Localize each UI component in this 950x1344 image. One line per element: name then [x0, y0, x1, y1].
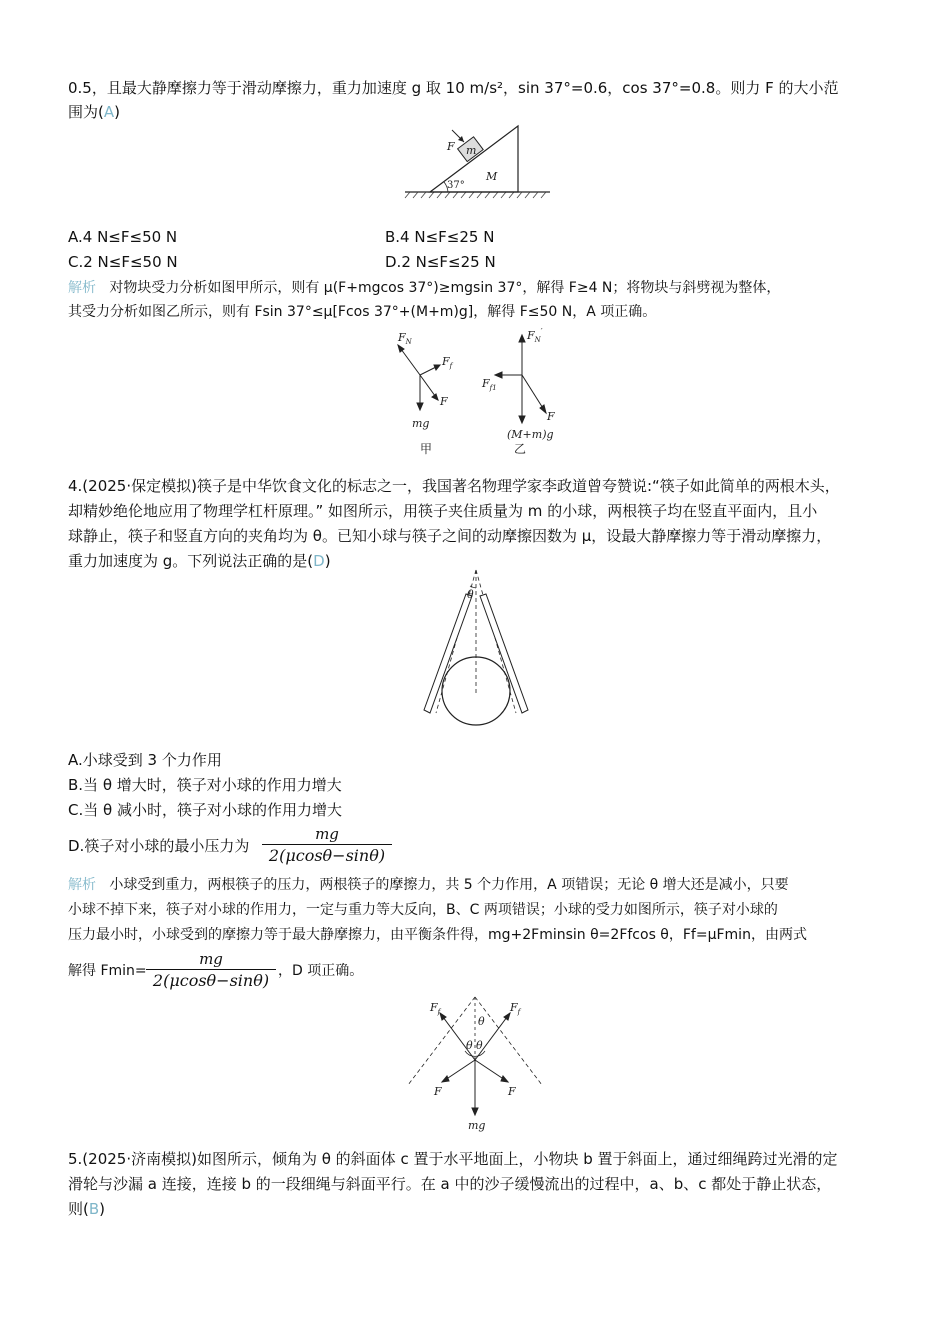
q4-fig-theta-left: θ [466, 1039, 473, 1052]
q3-option-C: C.2 N≤F≤50 N [68, 253, 178, 271]
q5-stem-line1: 5.(2025·济南模拟)如图所示，倾角为 θ 的斜面体 c 置于水平地面上，小物块 b 置于斜面上，通过细绳跨过光滑的定 [68, 1150, 838, 1168]
q4-analysis-label: 解析 [68, 877, 96, 893]
q3-answer: A [103, 103, 115, 121]
q4-analysis-line4-pre: 解得 Fmin= [68, 963, 147, 979]
q4-force-figure [400, 995, 550, 1135]
q3-option-D: D.2 N≤F≤25 N [385, 253, 496, 271]
q4-analysis-line4-post: ，D 项正确。 [278, 963, 364, 979]
q4-fig-theta-top: θ [478, 1015, 485, 1028]
q4-answer: D [313, 552, 325, 570]
q3-jia-mg: mg [412, 417, 430, 430]
q4-chopsticks-figure [418, 568, 538, 728]
q3-yi-Ff1: $F_{f1}$ [482, 377, 497, 392]
q4-option-D: D.筷子对小球的最小压力为 [68, 837, 250, 855]
q3-option-A: A.4 N≤F≤50 N [68, 228, 178, 246]
q3-stem-line2: 围为(A) [68, 103, 120, 121]
q4-stem-line1: 4.(2025·保定模拟)筷子是中华饮食文化的标志之一，我国著名物理学家李政道曾夸赞说:“筷子如此简单的两根木头， [68, 477, 840, 495]
q3-jia-FN: $F_N$ [398, 331, 412, 346]
q4-fig-Ff-left: $F_f$ [430, 1001, 441, 1016]
q3-yi-F: F [547, 410, 555, 423]
q3-incline-figure [400, 122, 560, 202]
q4-option-D-fraction: mg 2(μcosθ−sinθ) [262, 824, 392, 867]
q4-fig-mg: mg [468, 1119, 486, 1132]
q4-stem-line2: 却精妙绝伦地应用了物理学杠杆原理。” 如图所示，用筷子夹住质量为 m 的小球，两根筷子均在竖直平面内，且小 [68, 502, 818, 520]
q3-analysis-label: 解析 [68, 280, 96, 296]
q3-jia-caption: 甲 [420, 442, 433, 456]
q4-fig-F-right: F [508, 1085, 516, 1098]
q3-yi-Mmg: (M+m)g [507, 428, 554, 441]
q4-option-C: C.当 θ 减小时，筷子对小球的作用力增大 [68, 801, 342, 819]
q3-force-diagrams [390, 325, 590, 465]
q3-jia-F: F [440, 395, 448, 408]
q3-analysis-line1: 解析 对物块受力分析如图甲所示，则有 μ(F+mgcos 37°)≥mgsin 37°，解得 F≥4 N；将物块与斜劈视为整体， [68, 280, 781, 296]
q5-stem-line2: 滑轮与沙漏 a 连接，连接 b 的一段细绳与斜面平行。在 a 中的沙子缓慢流出的过程中，a、b、c 都处于静止状态， [68, 1175, 832, 1193]
q4-stem-line4: 重力加速度为 g。下列说法正确的是(D) [68, 552, 331, 570]
q3-yi-FN: $F_N'$ [527, 327, 543, 344]
q4-fig-theta-right: θ [476, 1039, 483, 1052]
q4-option-A: A.小球受到 3 个力作用 [68, 751, 222, 769]
q4-stem-line3: 球静止，筷子和竖直方向的夹角均为 θ。已知小球与筷子之间的动摩擦因数为 μ，设最大静摩擦力等于滑动摩擦力， [68, 527, 832, 545]
q3-analysis-line2: 其受力分析如图乙所示，则有 Fsin 37°≤μ[Fcos 37°+(M+m)g]，解得 F≤50 N，A 项正确。 [68, 304, 657, 320]
q4-fig-theta: θ [467, 588, 474, 601]
q4-analysis-line1: 解析 小球受到重力，两根筷子的压力，两根筷子的摩擦力，共 5 个力作用，A 项错误；无论 θ 增大还是减小，只要 [68, 877, 789, 893]
q4-analysis-fraction: mg 2(μcosθ−sinθ) [146, 949, 276, 992]
q4-analysis-line3: 压力最小时，小球受到的摩擦力等于最大静摩擦力，由平衡条件得，mg+2Fminsin θ=2Ffcos θ，Ff=μFmin，由两式 [68, 927, 807, 943]
q5-stem-line3: 则(B) [68, 1200, 106, 1218]
q3-option-B: B.4 N≤F≤25 N [385, 228, 495, 246]
q4-option-B: B.当 θ 增大时，筷子对小球的作用力增大 [68, 776, 342, 794]
q3-fig-angle-label: 37° [447, 180, 465, 191]
q4-fig-F-left: F [434, 1085, 442, 1098]
q4-analysis-line2: 小球不掉下来，筷子对小球的作用力，一定与重力等大反向，B、C 两项错误；小球的受力如图所示，筷子对小球的 [68, 902, 778, 918]
q3-fig-M-label: M [486, 170, 498, 183]
q3-jia-Ff: $F_f$ [442, 355, 453, 370]
q4-fig-Ff-right: $F_f$ [510, 1001, 521, 1016]
q3-fig-F-label: F [447, 140, 455, 153]
q5-answer: B [88, 1200, 100, 1218]
q3-stem-line1: 0.5，且最大静摩擦力等于滑动摩擦力，重力加速度 g 取 10 m/s²，sin 37°=0.6，cos 37°=0.8。则力 F 的大小范 [68, 79, 839, 97]
q3-fig-m-label: m [466, 144, 477, 157]
q3-yi-caption: 乙 [514, 442, 527, 456]
